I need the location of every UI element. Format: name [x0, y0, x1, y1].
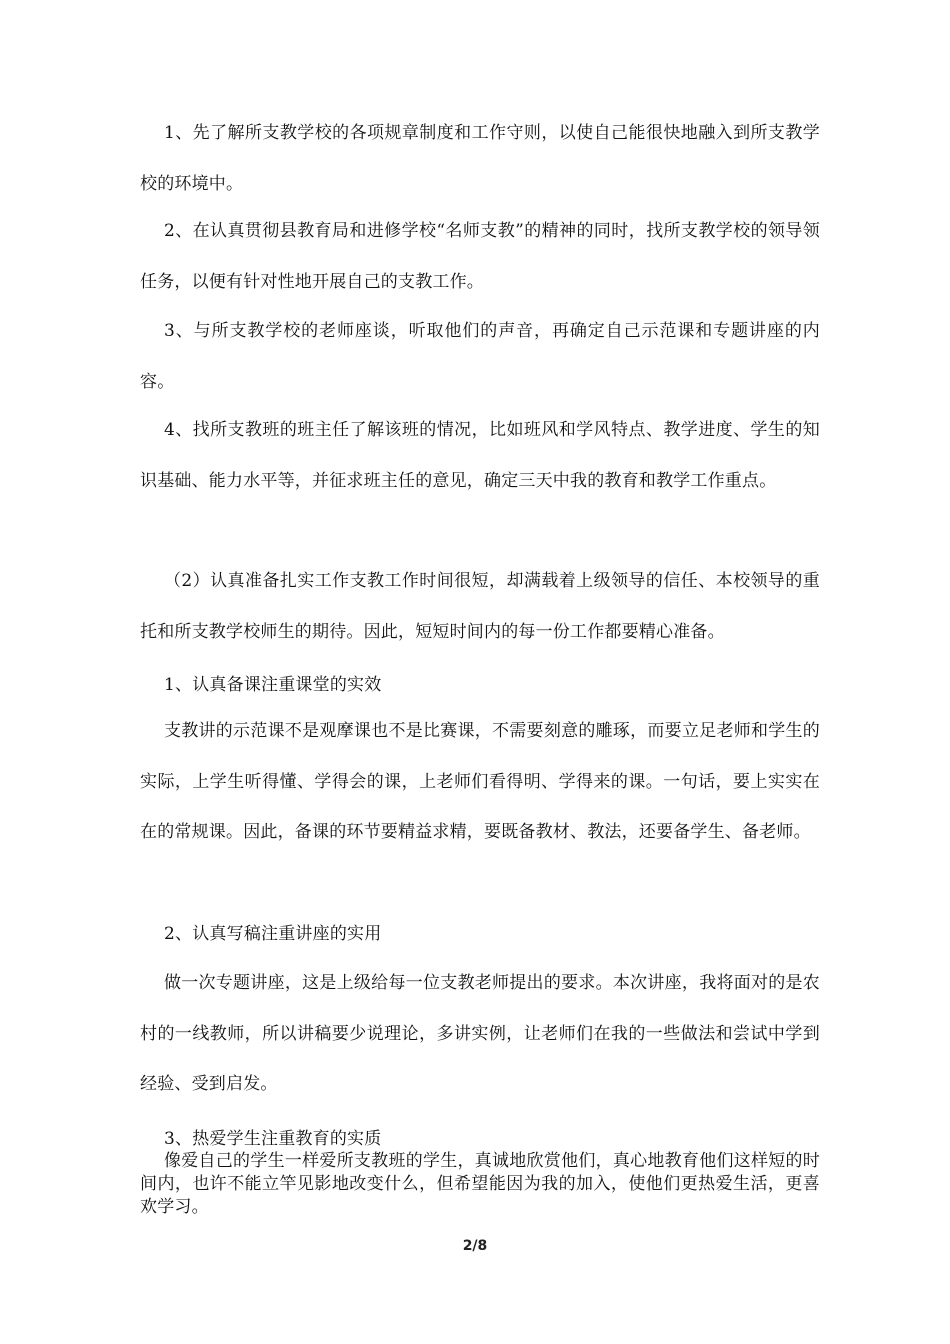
- paragraph-2: 2、在认真贯彻县教育局和进修学校“名师支教”的精神的同时，找所支教学校的领导领任务，以便有针对性地开展自己的支教工作。: [140, 221, 820, 292]
- paragraph-5: （2）认真准备扎实工作支教工作时间很短，却满载着上级领导的信任、本校领导的重托和所支教学校师生的期待。因此，短短时间内的每一份工作都要精心准备。: [140, 571, 820, 642]
- section-heading-1: 1、认真备课注重课堂的实效: [164, 675, 382, 695]
- paragraph-8: 像爱自己的学生一样爱所支教班的学生，真诚地欣赏他们，真心地教育他们这样短的时间内，也许不能立竿见影地改变什么，但希望能因为我的加入，使他们更热爱生活，更喜欢学习。: [140, 1151, 820, 1217]
- paragraph-7: 做一次专题讲座，这是上级给每一位支教老师提出的要求。本次讲座，我将面对的是农村的一线教师，所以讲稿要少说理论，多讲实例，让老师们在我的一些做法和尝试中学到经验、受到启发。: [140, 973, 820, 1094]
- page-number: 2/8: [462, 1238, 488, 1254]
- paragraph-3: 3、与所支教学校的老师座谈，听取他们的声音，再确定自己示范课和专题讲座的内容。: [140, 321, 820, 392]
- section-heading-2: 2、认真写稿注重讲座的实用: [164, 924, 382, 944]
- paragraph-6: 支教讲的示范课不是观摩课也不是比赛课，不需要刻意的雕琢，而要立足老师和学生的实际，上学生听得懂、学得会的课，上老师们看得明、学得来的课。一句话，要上实实在在的常规课。因此，备课的环节要精益求精，要既备教材、教法，还要备学生、备老师。: [140, 721, 820, 842]
- paragraph-4: 4、找所支教班的班主任了解该班的情况，比如班风和学风特点、教学进度、学生的知识基础、能力水平等，并征求班主任的意见，确定三天中我的教育和教学工作重点。: [140, 420, 820, 491]
- section-heading-3: 3、热爱学生注重教育的实质: [164, 1129, 382, 1149]
- paragraph-1: 1、先了解所支教学校的各项规章制度和工作守则，以使自己能很快地融入到所支教学校的环境中。: [140, 123, 820, 194]
